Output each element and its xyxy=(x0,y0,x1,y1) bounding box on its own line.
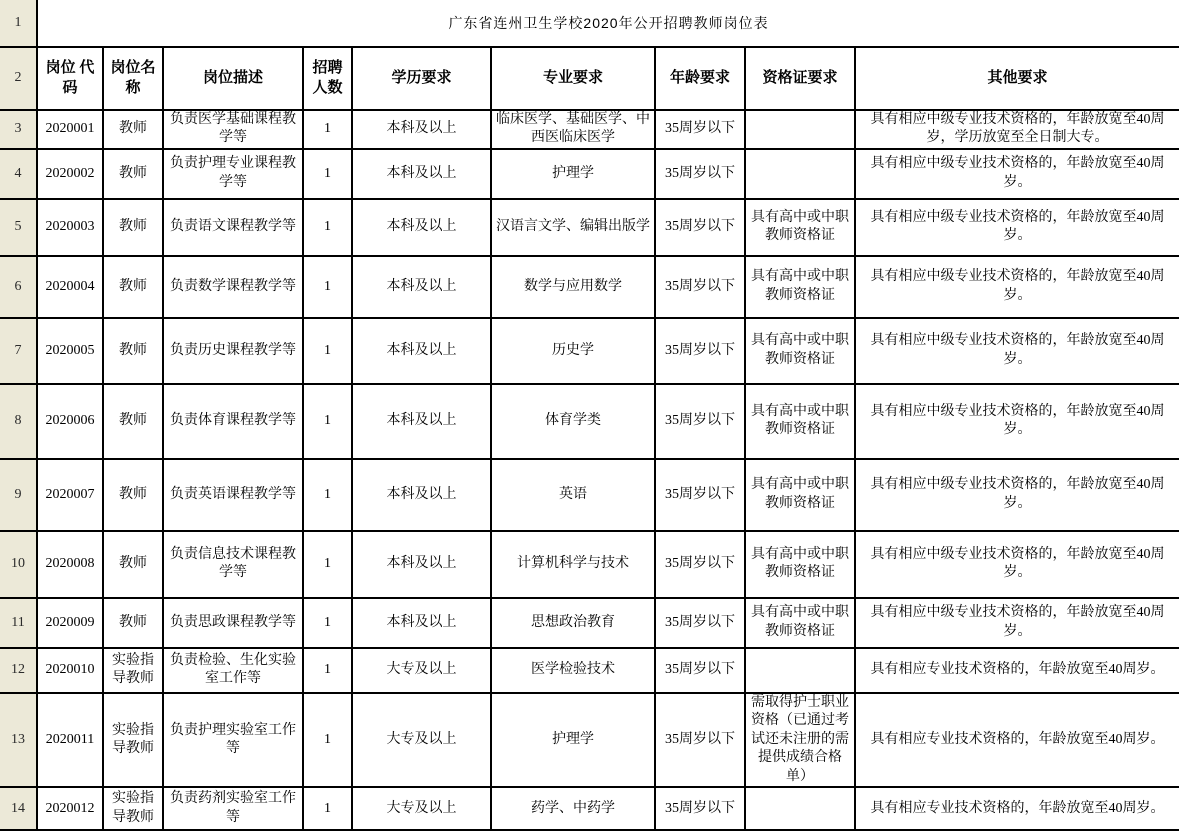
cell-major[interactable]: 体育学类 xyxy=(491,384,655,459)
sheet-title: 广东省连州卫生学校2020年公开招聘教师岗位表 xyxy=(37,0,1179,47)
cell-desc[interactable]: 负责医学基础课程教学等 xyxy=(163,110,303,149)
cell-cert[interactable]: 具有高中或中职教师资格证 xyxy=(745,199,855,256)
table-row xyxy=(0,459,1179,531)
cell-name[interactable]: 教师 xyxy=(103,598,163,648)
cell-edu[interactable]: 本科及以上 xyxy=(352,531,491,598)
cell-desc[interactable]: 负责语文课程教学等 xyxy=(163,199,303,256)
cell-count[interactable]: 1 xyxy=(303,199,352,256)
cell-cert[interactable]: 具有高中或中职教师资格证 xyxy=(745,531,855,598)
cell-cert[interactable] xyxy=(745,110,855,149)
cell-count[interactable]: 1 xyxy=(303,149,352,199)
cell-code[interactable]: 2020006 xyxy=(37,384,103,459)
cell-major[interactable]: 计算机科学与技术 xyxy=(491,531,655,598)
cell-edu[interactable]: 大专及以上 xyxy=(352,693,491,787)
table-row xyxy=(0,199,1179,256)
cell-name[interactable]: 教师 xyxy=(103,318,163,384)
cell-name[interactable]: 教师 xyxy=(103,149,163,199)
row-header-14[interactable]: 14 xyxy=(0,787,37,830)
cell-edu[interactable]: 本科及以上 xyxy=(352,256,491,318)
cell-major[interactable]: 历史学 xyxy=(491,318,655,384)
cell-code[interactable]: 2020002 xyxy=(37,149,103,199)
cell-age[interactable]: 35周岁以下 xyxy=(655,318,745,384)
table-row xyxy=(0,598,1179,648)
cell-cert[interactable]: 具有高中或中职教师资格证 xyxy=(745,256,855,318)
col-header-desc[interactable]: 岗位描述 xyxy=(163,47,303,110)
cell-edu[interactable]: 本科及以上 xyxy=(352,149,491,199)
cell-code[interactable]: 2020010 xyxy=(37,648,103,693)
cell-age[interactable]: 35周岁以下 xyxy=(655,693,745,787)
cell-name[interactable]: 实验指导教师 xyxy=(103,693,163,787)
cell-cert[interactable] xyxy=(745,648,855,693)
cell-count[interactable]: 1 xyxy=(303,598,352,648)
row-header-8[interactable]: 8 xyxy=(0,384,37,459)
cell-other[interactable]: 具有相应专业技术资格的，年龄放宽至40周岁。 xyxy=(855,787,1179,830)
table-row xyxy=(0,384,1179,459)
cell-age[interactable]: 35周岁以下 xyxy=(655,459,745,531)
cell-edu[interactable]: 本科及以上 xyxy=(352,318,491,384)
cell-code[interactable]: 2020008 xyxy=(37,531,103,598)
table-row xyxy=(0,110,1179,149)
cell-cert[interactable]: 需取得护士职业资格（已通过考试还未注册的需提供成绩合格单） xyxy=(745,693,855,787)
cell-count[interactable]: 1 xyxy=(303,384,352,459)
cell-other[interactable]: 具有相应专业技术资格的，年龄放宽至40周岁。 xyxy=(855,648,1179,693)
cell-other[interactable]: 具有相应中级专业技术资格的，年龄放宽至40周岁。 xyxy=(855,598,1179,648)
cell-age[interactable]: 35周岁以下 xyxy=(655,598,745,648)
header-row xyxy=(0,47,1179,110)
cell-name[interactable]: 教师 xyxy=(103,531,163,598)
cell-age[interactable]: 35周岁以下 xyxy=(655,787,745,830)
table-row xyxy=(0,256,1179,318)
cell-code[interactable]: 2020003 xyxy=(37,199,103,256)
cell-edu[interactable]: 本科及以上 xyxy=(352,384,491,459)
cell-major[interactable]: 医学检验技术 xyxy=(491,648,655,693)
cell-desc[interactable]: 负责数学课程教学等 xyxy=(163,256,303,318)
cell-code[interactable]: 2020012 xyxy=(37,787,103,830)
row-header-13[interactable]: 13 xyxy=(0,693,37,787)
cell-count[interactable]: 1 xyxy=(303,459,352,531)
cell-desc[interactable]: 负责思政课程教学等 xyxy=(163,598,303,648)
row-header-5[interactable]: 5 xyxy=(0,199,37,256)
row-header-11[interactable]: 11 xyxy=(0,598,37,648)
cell-desc[interactable]: 负责历史课程教学等 xyxy=(163,318,303,384)
cell-age[interactable]: 35周岁以下 xyxy=(655,199,745,256)
col-header-edu[interactable]: 学历要求 xyxy=(352,47,491,110)
cell-cert[interactable]: 具有高中或中职教师资格证 xyxy=(745,384,855,459)
cell-count[interactable]: 1 xyxy=(303,648,352,693)
cell-age[interactable]: 35周岁以下 xyxy=(655,110,745,149)
cell-cert[interactable] xyxy=(745,149,855,199)
cell-other[interactable]: 具有相应中级专业技术资格的，年龄放宽至40周岁。 xyxy=(855,531,1179,598)
cell-name[interactable]: 实验指导教师 xyxy=(103,787,163,830)
table-row xyxy=(0,693,1179,787)
cell-major[interactable]: 药学、中药学 xyxy=(491,787,655,830)
row-header-10[interactable]: 10 xyxy=(0,531,37,598)
cell-edu[interactable]: 大专及以上 xyxy=(352,648,491,693)
cell-name[interactable]: 教师 xyxy=(103,199,163,256)
cell-code[interactable]: 2020011 xyxy=(37,693,103,787)
cell-edu[interactable]: 大专及以上 xyxy=(352,787,491,830)
cell-other[interactable]: 具有相应中级专业技术资格的，年龄放宽至40周岁。 xyxy=(855,149,1179,199)
col-header-cert[interactable]: 资格证要求 xyxy=(745,47,855,110)
cell-other[interactable]: 具有相应中级专业技术资格的，年龄放宽至40周岁，学历放宽至全日制大专。 xyxy=(855,110,1179,149)
table-row xyxy=(0,149,1179,199)
table-row xyxy=(0,318,1179,384)
table-row xyxy=(0,787,1179,830)
row-header-3[interactable]: 3 xyxy=(0,110,37,149)
cell-cert[interactable]: 具有高中或中职教师资格证 xyxy=(745,598,855,648)
cell-desc[interactable]: 负责检验、生化实验室工作等 xyxy=(163,648,303,693)
table-row xyxy=(0,531,1179,598)
cell-count[interactable]: 1 xyxy=(303,318,352,384)
cell-name[interactable]: 实验指导教师 xyxy=(103,648,163,693)
col-header-name[interactable]: 岗位名称 xyxy=(103,47,163,110)
cell-edu[interactable]: 本科及以上 xyxy=(352,598,491,648)
cell-desc[interactable]: 负责护理实验室工作等 xyxy=(163,693,303,787)
cell-edu[interactable]: 本科及以上 xyxy=(352,110,491,149)
cell-count[interactable]: 1 xyxy=(303,110,352,149)
cell-major[interactable]: 英语 xyxy=(491,459,655,531)
cell-age[interactable]: 35周岁以下 xyxy=(655,149,745,199)
cell-count[interactable]: 1 xyxy=(303,787,352,830)
cell-cert[interactable]: 具有高中或中职教师资格证 xyxy=(745,318,855,384)
col-header-major[interactable]: 专业要求 xyxy=(491,47,655,110)
cell-cert[interactable]: 具有高中或中职教师资格证 xyxy=(745,459,855,531)
cell-desc[interactable]: 负责护理专业课程教学等 xyxy=(163,149,303,199)
cell-code[interactable]: 2020004 xyxy=(37,256,103,318)
cell-major[interactable]: 数学与应用数学 xyxy=(491,256,655,318)
row-header-2[interactable]: 2 xyxy=(0,47,37,110)
row-header-12[interactable]: 12 xyxy=(0,648,37,693)
cell-desc[interactable]: 负责药剂实验室工作等 xyxy=(163,787,303,830)
cell-edu[interactable]: 本科及以上 xyxy=(352,199,491,256)
cell-other[interactable]: 具有相应中级专业技术资格的，年龄放宽至40周岁。 xyxy=(855,384,1179,459)
cell-cert[interactable] xyxy=(745,787,855,830)
cell-name[interactable]: 教师 xyxy=(103,110,163,149)
cell-name[interactable]: 教师 xyxy=(103,256,163,318)
cell-other[interactable]: 具有相应中级专业技术资格的，年龄放宽至40周岁。 xyxy=(855,256,1179,318)
cell-other[interactable]: 具有相应中级专业技术资格的，年龄放宽至40周岁。 xyxy=(855,199,1179,256)
cell-code[interactable]: 2020005 xyxy=(37,318,103,384)
cell-age[interactable]: 35周岁以下 xyxy=(655,531,745,598)
title-row xyxy=(0,0,1179,47)
col-header-other[interactable]: 其他要求 xyxy=(855,47,1179,110)
cell-count[interactable]: 1 xyxy=(303,693,352,787)
cell-age[interactable]: 35周岁以下 xyxy=(655,648,745,693)
cell-count[interactable]: 1 xyxy=(303,531,352,598)
row-header-1[interactable]: 1 xyxy=(0,0,37,47)
cell-desc[interactable]: 负责英语课程教学等 xyxy=(163,459,303,531)
cell-desc[interactable]: 负责信息技术课程教学等 xyxy=(163,531,303,598)
cell-major[interactable]: 汉语言文学、编辑出版学 xyxy=(491,199,655,256)
cell-major[interactable]: 思想政治教育 xyxy=(491,598,655,648)
cell-code[interactable]: 2020001 xyxy=(37,110,103,149)
cell-code[interactable]: 2020007 xyxy=(37,459,103,531)
cell-other[interactable]: 具有相应专业技术资格的，年龄放宽至40周岁。 xyxy=(855,693,1179,787)
cell-age[interactable]: 35周岁以下 xyxy=(655,256,745,318)
col-header-code[interactable]: 岗位 代码 xyxy=(37,47,103,110)
row-header-7[interactable]: 7 xyxy=(0,318,37,384)
cell-other[interactable]: 具有相应中级专业技术资格的，年龄放宽至40周岁。 xyxy=(855,318,1179,384)
table-row xyxy=(0,648,1179,693)
col-header-age[interactable]: 年龄要求 xyxy=(655,47,745,110)
cell-major[interactable]: 护理学 xyxy=(491,149,655,199)
row-header-6[interactable]: 6 xyxy=(0,256,37,318)
row-header-4[interactable]: 4 xyxy=(0,149,37,199)
cell-count[interactable]: 1 xyxy=(303,256,352,318)
cell-name[interactable]: 教师 xyxy=(103,459,163,531)
cell-major[interactable]: 护理学 xyxy=(491,693,655,787)
row-header-9[interactable]: 9 xyxy=(0,459,37,531)
cell-other[interactable]: 具有相应中级专业技术资格的，年龄放宽至40周岁。 xyxy=(855,459,1179,531)
cell-age[interactable]: 35周岁以下 xyxy=(655,384,745,459)
col-header-count[interactable]: 招聘人数 xyxy=(303,47,352,110)
cell-name[interactable]: 教师 xyxy=(103,384,163,459)
cell-desc[interactable]: 负责体育课程教学等 xyxy=(163,384,303,459)
cell-major[interactable]: 临床医学、基础医学、中西医临床医学 xyxy=(491,110,655,149)
cell-edu[interactable]: 本科及以上 xyxy=(352,459,491,531)
cell-code[interactable]: 2020009 xyxy=(37,598,103,648)
